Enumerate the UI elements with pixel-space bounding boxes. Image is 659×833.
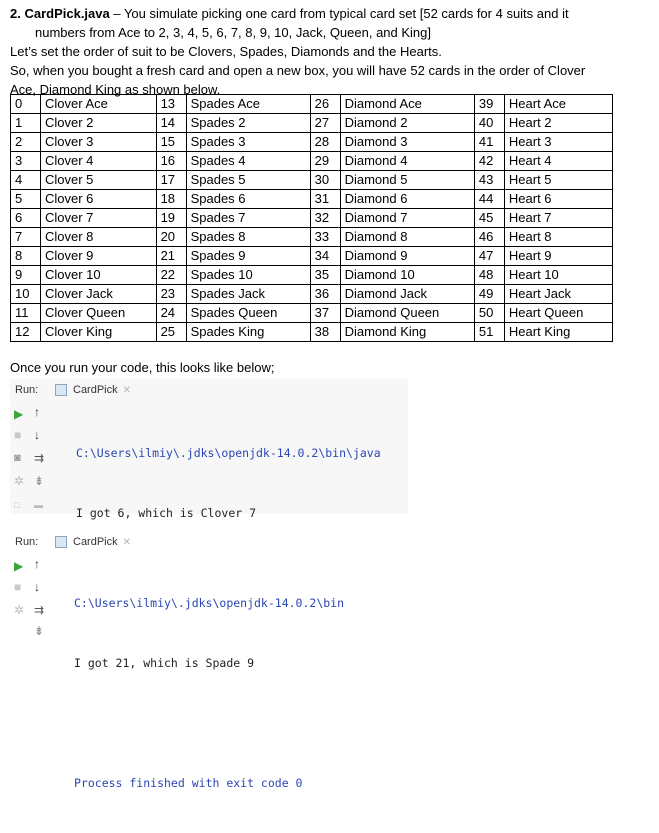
card-index-cell: 37 (310, 304, 340, 323)
run-config-icon (55, 536, 67, 548)
card-index-cell: 19 (156, 209, 186, 228)
console-command-line: C:\Users\ilmiy\.jdks\openjdk-14.0.2\bin (74, 596, 345, 610)
card-index-cell: 13 (156, 95, 186, 114)
table-row (11, 152, 613, 171)
arrow-up-icon[interactable]: ↑ (34, 557, 40, 571)
card-name-cell: Diamond 6 (340, 190, 474, 209)
card-index-cell: 23 (156, 285, 186, 304)
card-index-cell: 35 (310, 266, 340, 285)
card-name-cell: Clover King (41, 323, 157, 342)
card-name-cell: Spades Jack (186, 285, 310, 304)
problem-line-1: 2. CardPick.java – You simulate picking one card from typical card set [52 cards for 4 suits and it (10, 6, 569, 21)
rerun-icon[interactable]: ▶ (14, 559, 24, 573)
table-row (11, 304, 613, 323)
console-program-output: I got 21, which is Spade 9 (74, 656, 255, 670)
card-name-cell: Heart 9 (504, 247, 612, 266)
close-icon[interactable]: ✕ (122, 536, 132, 548)
card-name-cell: Heart Queen (504, 304, 612, 323)
run-label: Run: (15, 536, 39, 548)
run-console-2 (10, 531, 408, 790)
card-name-cell: Heart 3 (504, 133, 612, 152)
arrow-up-icon[interactable]: ↑ (34, 405, 40, 419)
card-index-cell: 46 (474, 228, 504, 247)
card-index-cell: 34 (310, 247, 340, 266)
card-name-cell: Diamond 4 (340, 152, 474, 171)
stop-icon[interactable]: ■ (14, 428, 22, 442)
table-row (11, 95, 613, 114)
card-index-cell: 27 (310, 114, 340, 133)
card-name-cell: Diamond 9 (340, 247, 474, 266)
card-name-cell: Diamond 2 (340, 114, 474, 133)
card-index-cell: 40 (474, 114, 504, 133)
card-name-cell: Diamond Ace (340, 95, 474, 114)
problem-line-4: So, when you bought a fresh card and open a new box, you will have 52 cards in the order of Clover (10, 63, 586, 78)
card-name-cell: Clover Ace (41, 95, 157, 114)
card-index-cell: 30 (310, 171, 340, 190)
settings-icon[interactable]: ✲ (14, 474, 25, 488)
card-index-cell: 0 (11, 95, 41, 114)
card-name-cell: Clover 10 (41, 266, 157, 285)
card-name-cell: Spades 10 (186, 266, 310, 285)
card-name-cell: Spades 6 (186, 190, 310, 209)
card-index-cell: 24 (156, 304, 186, 323)
pin-icon[interactable]: □ (14, 500, 20, 510)
run-tab-cardpick[interactable] (55, 384, 131, 396)
card-index-cell: 21 (156, 247, 186, 266)
problem-line-5: Ace, Diamond King as shown below. (10, 82, 221, 97)
console-output (74, 553, 344, 833)
run-tab-label: CardPick (73, 536, 118, 548)
card-index-cell: 11 (11, 304, 41, 323)
console-program-output: I got 6, which is Clover 7 (76, 506, 257, 520)
card-name-cell: Diamond Queen (340, 304, 474, 323)
card-name-cell: Heart 4 (504, 152, 612, 171)
card-index-cell: 22 (156, 266, 186, 285)
card-index-cell: 38 (310, 323, 340, 342)
card-name-cell: Diamond 5 (340, 171, 474, 190)
camera-icon[interactable]: ◙ (14, 452, 21, 464)
card-index-cell: 10 (11, 285, 41, 304)
card-name-cell: Spades 9 (186, 247, 310, 266)
card-name-cell: Diamond Jack (340, 285, 474, 304)
card-name-cell: Clover 2 (41, 114, 157, 133)
card-index-cell: 8 (11, 247, 41, 266)
card-index-cell: 28 (310, 133, 340, 152)
card-name-cell: Clover Jack (41, 285, 157, 304)
card-index-cell: 51 (474, 323, 504, 342)
card-name-cell: Clover 3 (41, 133, 157, 152)
card-name-cell: Clover 9 (41, 247, 157, 266)
run-intro-text: Once you run your code, this looks like below; (10, 360, 275, 375)
stop-icon[interactable]: ■ (14, 580, 22, 594)
card-name-cell: Heart 6 (504, 190, 612, 209)
card-name-cell: Diamond 3 (340, 133, 474, 152)
card-index-cell: 32 (310, 209, 340, 228)
card-index-cell: 4 (11, 171, 41, 190)
card-index-cell: 16 (156, 152, 186, 171)
soft-wrap-icon[interactable]: ⇉ (34, 603, 45, 617)
card-name-cell: Diamond 8 (340, 228, 474, 247)
card-name-cell: Diamond 7 (340, 209, 474, 228)
table-row (11, 247, 613, 266)
card-name-cell: Spades 8 (186, 228, 310, 247)
problem-line-3: Let’s set the order of suit to be Clovers, Spades, Diamonds and the Hearts. (10, 44, 442, 59)
table-row (11, 266, 613, 285)
rerun-icon[interactable]: ▶ (14, 407, 24, 421)
card-index-cell: 6 (11, 209, 41, 228)
problem-statement (10, 4, 650, 99)
card-index-cell: 42 (474, 152, 504, 171)
card-name-cell: Spades 4 (186, 152, 310, 171)
problem-title: 2. CardPick.java (10, 6, 110, 21)
scroll-to-end-icon[interactable]: ⇟ (34, 624, 45, 638)
card-name-cell: Heart King (504, 323, 612, 342)
table-row (11, 133, 613, 152)
card-index-cell: 3 (11, 152, 41, 171)
table-row (11, 190, 613, 209)
card-index-cell: 48 (474, 266, 504, 285)
card-index-cell: 39 (474, 95, 504, 114)
card-name-cell: Spades 5 (186, 171, 310, 190)
card-index-cell: 36 (310, 285, 340, 304)
card-name-cell: Clover 7 (41, 209, 157, 228)
table-row (11, 171, 613, 190)
card-index-cell: 33 (310, 228, 340, 247)
card-index-cell: 17 (156, 171, 186, 190)
card-index-cell: 44 (474, 190, 504, 209)
card-name-cell: Spades Ace (186, 95, 310, 114)
run-console-1 (10, 379, 408, 520)
print-icon[interactable]: ▬ (34, 500, 43, 510)
card-index-cell: 31 (310, 190, 340, 209)
run-config-icon (55, 384, 67, 396)
card-index-cell: 45 (474, 209, 504, 228)
card-index-cell: 15 (156, 133, 186, 152)
card-index-cell: 47 (474, 247, 504, 266)
card-name-cell: Heart 10 (504, 266, 612, 285)
card-order-table (10, 94, 613, 342)
card-index-cell: 12 (11, 323, 41, 342)
card-name-cell: Heart 5 (504, 171, 612, 190)
table-row (11, 114, 613, 133)
card-name-cell: Clover 4 (41, 152, 157, 171)
settings-icon[interactable]: ✲ (14, 603, 25, 617)
arrow-down-icon[interactable]: ↓ (34, 580, 40, 594)
card-name-cell: Spades 7 (186, 209, 310, 228)
scroll-to-end-icon[interactable]: ⇟ (34, 474, 45, 488)
run-tab-label: CardPick (73, 384, 118, 396)
card-index-cell: 20 (156, 228, 186, 247)
card-index-cell: 25 (156, 323, 186, 342)
card-index-cell: 49 (474, 285, 504, 304)
arrow-down-icon[interactable]: ↓ (34, 428, 40, 442)
card-name-cell: Heart Jack (504, 285, 612, 304)
card-name-cell: Heart 8 (504, 228, 612, 247)
card-name-cell: Clover Queen (41, 304, 157, 323)
card-index-cell: 41 (474, 133, 504, 152)
card-name-cell: Diamond 10 (340, 266, 474, 285)
card-index-cell: 29 (310, 152, 340, 171)
card-name-cell: Clover 8 (41, 228, 157, 247)
card-index-cell: 2 (11, 133, 41, 152)
card-index-cell: 18 (156, 190, 186, 209)
card-index-cell: 14 (156, 114, 186, 133)
card-name-cell: Clover 6 (41, 190, 157, 209)
console-exit-message: Process finished with exit code 0 (74, 776, 303, 790)
card-index-cell: 50 (474, 304, 504, 323)
card-index-cell: 5 (11, 190, 41, 209)
card-name-cell: Heart 7 (504, 209, 612, 228)
console-command-line: C:\Users\ilmiy\.jdks\openjdk-14.0.2\bin\java (76, 446, 381, 460)
card-name-cell: Heart Ace (504, 95, 612, 114)
soft-wrap-icon[interactable]: ⇉ (34, 451, 45, 465)
close-icon[interactable]: ✕ (122, 384, 132, 396)
card-index-cell: 26 (310, 95, 340, 114)
problem-line-2: numbers from Ace to 2, 3, 4, 5, 6, 7, 8, 9, 10, Jack, Queen, and King] (35, 25, 432, 40)
card-name-cell: Spades Queen (186, 304, 310, 323)
card-name-cell: Clover 5 (41, 171, 157, 190)
card-name-cell: Spades 3 (186, 133, 310, 152)
card-name-cell: Spades 2 (186, 114, 310, 133)
run-label: Run: (15, 384, 39, 396)
table-row (11, 228, 613, 247)
card-index-cell: 1 (11, 114, 41, 133)
card-index-cell: 7 (11, 228, 41, 247)
card-index-cell: 43 (474, 171, 504, 190)
run-tab-cardpick[interactable] (55, 536, 131, 548)
card-index-cell: 9 (11, 266, 41, 285)
table-row (11, 209, 613, 228)
run-toolbar (10, 379, 408, 401)
run-toolbar (10, 531, 408, 553)
card-name-cell: Diamond King (340, 323, 474, 342)
table-row (11, 285, 613, 304)
card-name-cell: Spades King (186, 323, 310, 342)
table-row (11, 323, 613, 342)
card-name-cell: Heart 2 (504, 114, 612, 133)
